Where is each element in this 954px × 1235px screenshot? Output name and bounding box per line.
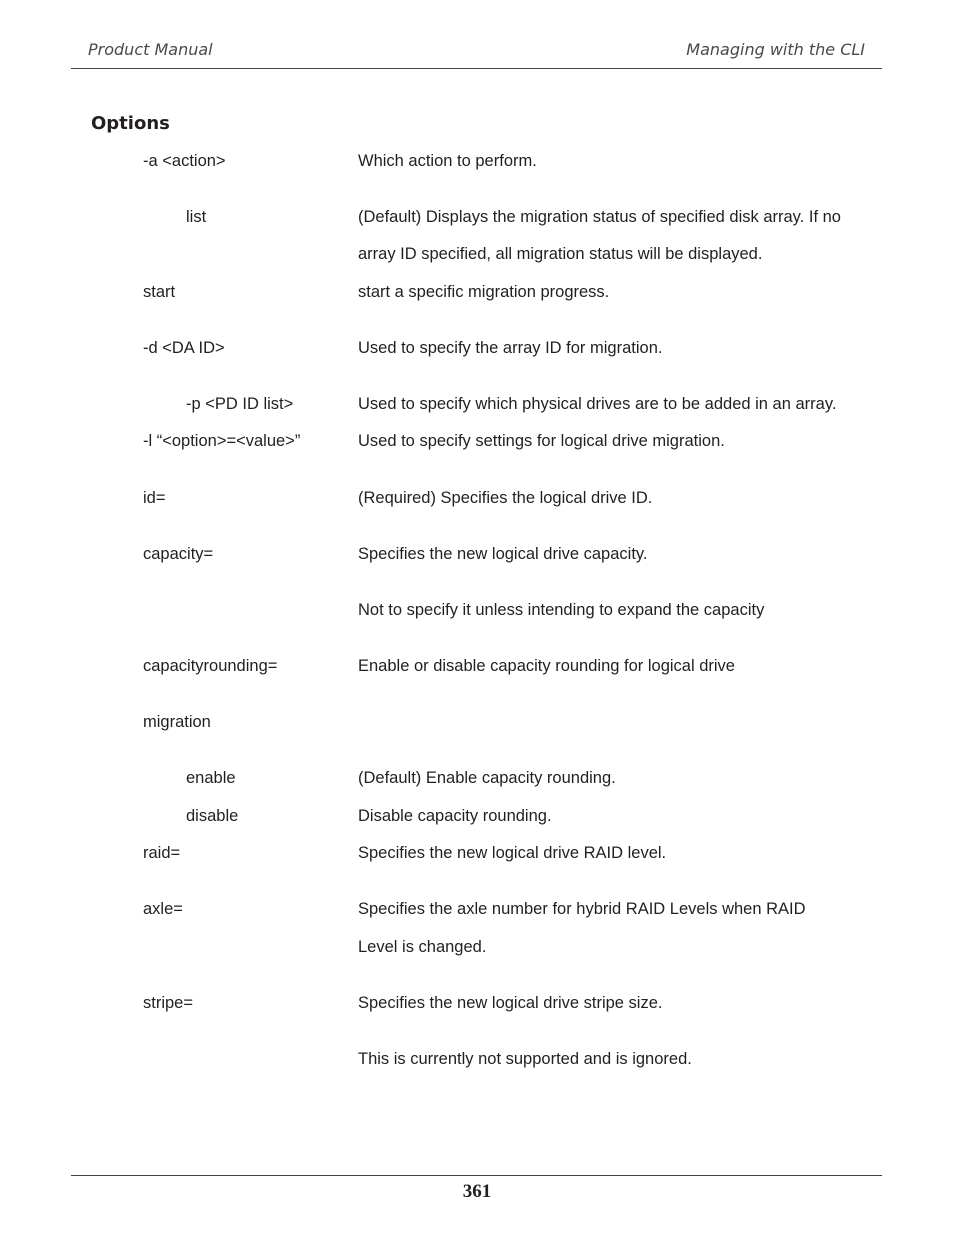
option-desc-axle: Specifies the axle number for hybrid RAID Levels when RAID [358,900,806,918]
option-desc-axle-cont: Level is changed. [358,938,487,956]
option-desc-disable: Disable capacity rounding. [358,807,552,825]
option-flag-start: start [143,283,176,301]
option-desc-id: (Required) Specifies the logical drive ID. [358,489,653,507]
option-flag-capacityrounding: capacityrounding= [143,657,278,675]
option-flag-id: id= [143,489,166,507]
section-title: Options [91,113,170,134]
option-desc-list: (Default) Displays the migration status of specified disk array. If no [358,208,841,226]
option-desc-action: Which action to perform. [358,152,537,170]
option-flag-axle: axle= [143,900,183,918]
footer-rule [71,1175,882,1176]
header-manual-title: Product Manual [88,40,213,59]
option-flag-capacityrounding-cont: migration [143,713,211,731]
option-flag-disable: disable [186,807,239,825]
option-desc-da-id: Used to specify the array ID for migration. [358,339,663,357]
option-flag-da-id: -d <DA ID> [143,339,225,357]
option-flag-stripe: stripe= [143,994,193,1012]
option-desc-capacity: Specifies the new logical drive capacity. [358,545,648,563]
option-flag-capacity: capacity= [143,545,214,563]
option-flag-action: -a <action> [143,152,226,170]
option-desc-stripe: Specifies the new logical drive stripe size. [358,994,663,1012]
option-note-stripe: This is currently not supported and is ignored. [358,1050,692,1068]
option-desc-list-cont: array ID specified, all migration status will be displayed. [358,245,763,263]
option-flag-ld-settings: -l “<option>=<value>” [143,432,301,450]
option-flag-enable: enable [186,769,236,787]
option-desc-capacityrounding: Enable or disable capacity rounding for logical drive [358,657,735,675]
option-flag-pd-list: -p <PD ID list> [186,395,294,413]
option-flag-raid: raid= [143,844,181,862]
option-desc-enable: (Default) Enable capacity rounding. [358,769,616,787]
option-desc-ld-settings: Used to specify settings for logical drive migration. [358,432,725,450]
option-note-capacity: Not to specify it unless intending to expand the capacity [358,601,765,619]
option-desc-raid: Specifies the new logical drive RAID level. [358,844,667,862]
page-number: 361 [462,1181,492,1202]
header-chapter-title: Managing with the CLI [686,40,865,59]
option-desc-start: start a specific migration progress. [358,283,610,301]
header-rule [71,68,882,69]
option-desc-pd-list: Used to specify which physical drives are to be added in an array. [358,395,837,413]
option-flag-list: list [186,208,207,226]
